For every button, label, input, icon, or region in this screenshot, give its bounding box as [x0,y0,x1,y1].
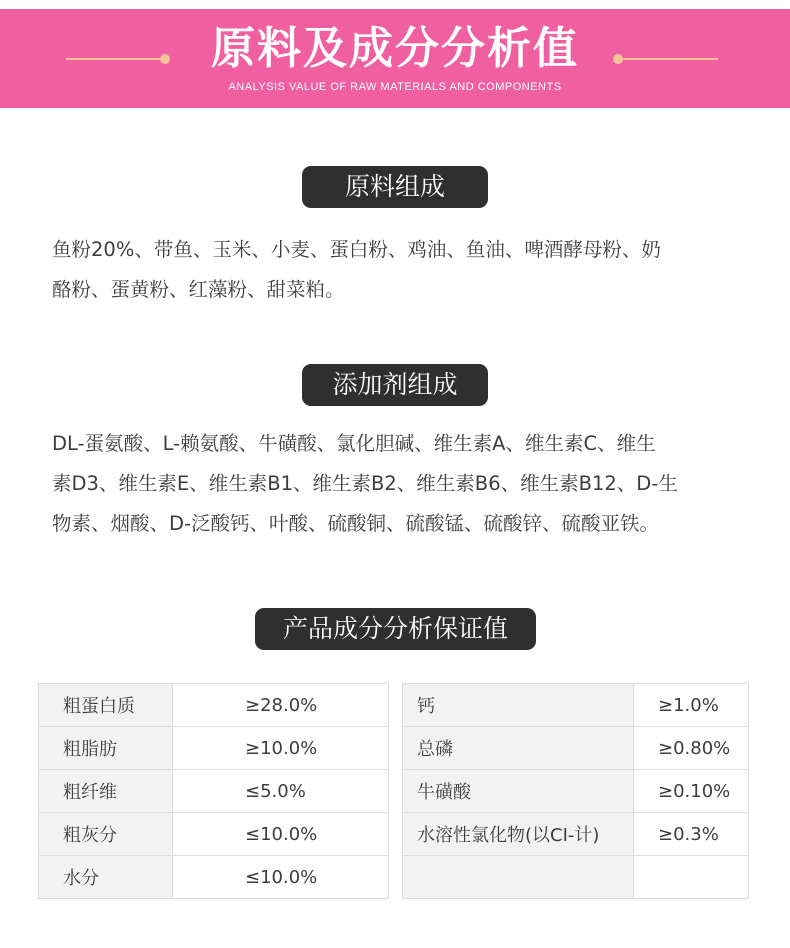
additives-text [52,424,742,544]
nutrient-name: 总磷 [403,727,634,770]
nutrient-value: ≤10.0% [173,813,389,856]
nutrient-name: 牛磺酸 [403,770,634,813]
nutrient-value: ≥1.0% [634,684,749,727]
section-heading-raw: 原料组成 [302,166,488,208]
nutrient-value: ≤5.0% [173,770,389,813]
header-banner [0,9,790,108]
analysis-table-right [402,683,749,899]
nutrient-value: ≥0.3% [634,813,749,856]
raw-line: 鱼粉20%、带鱼、玉米、小麦、蛋白粉、鸡油、鱼油、啤酒酵母粉、奶 [52,238,661,261]
additives-line: DL-蛋氨酸、L-赖氨酸、牛磺酸、氯化胆碱、维生素A、维生素C、维生 [52,432,656,455]
nutrient-name: 粗脂肪 [39,727,173,770]
raw-materials-text [52,230,742,310]
additives-line: 物素、烟酸、D-泛酸钙、叶酸、硫酸铜、硫酸锰、硫酸锌、硫酸亚铁。 [52,512,660,535]
raw-line: 酪粉、蛋黄粉、红藻粉、甜菜粕。 [52,278,345,301]
nutrient-name: 水分 [39,856,173,899]
nutrient-name: 钙 [403,684,634,727]
nutrient-name: 水溶性氯化物(以CI-计) [403,813,634,856]
table-row [39,856,389,899]
table-row [39,813,389,856]
table-row [403,727,749,770]
nutrient-value [634,856,749,899]
nutrient-value: ≥0.80% [634,727,749,770]
table-row [403,813,749,856]
nutrient-name [403,856,634,899]
page-title: 原料及成分分析值 [211,23,579,74]
section-heading-additives: 添加剂组成 [302,364,488,406]
additives-line: 素D3、维生素E、维生素B1、维生素B2、维生素B6、维生素B12、D-生 [52,472,678,495]
page-subtitle: ANALYSIS VALUE OF RAW MATERIALS AND COMPONENTS [228,81,562,93]
nutrient-name: 粗蛋白质 [39,684,173,727]
nutrient-value: ≤10.0% [173,856,389,899]
nutrient-name: 粗纤维 [39,770,173,813]
table-row [39,684,389,727]
table-row [403,770,749,813]
table-row [39,727,389,770]
nutrient-value: ≥10.0% [173,727,389,770]
nutrient-value: ≥0.10% [634,770,749,813]
nutrient-name: 粗灰分 [39,813,173,856]
section-heading-analysis: 产品成分分析保证值 [255,608,536,650]
nutrient-value: ≥28.0% [173,684,389,727]
table-row [403,684,749,727]
table-row [403,856,749,899]
analysis-table-left [38,683,389,899]
table-row [39,770,389,813]
